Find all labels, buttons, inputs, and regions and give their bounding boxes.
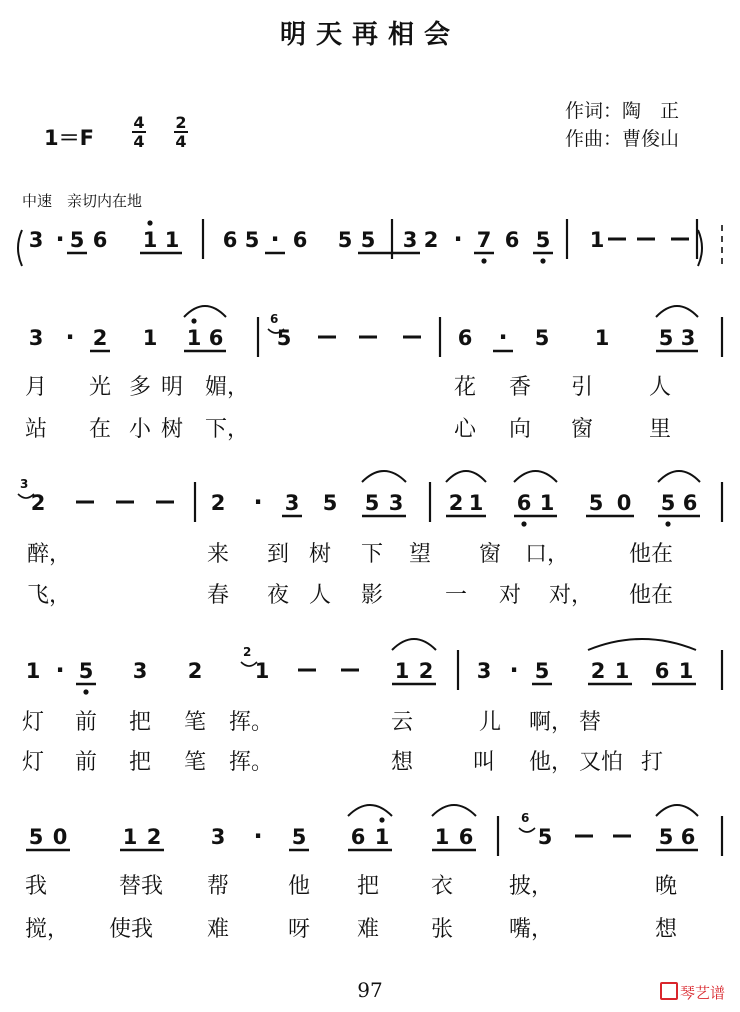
- lyric-verse-1: 替: [579, 710, 602, 735]
- note: 3: [402, 228, 418, 252]
- note: 6: [92, 228, 108, 252]
- lyric-verse-2: 里: [649, 417, 672, 442]
- note: 5: [588, 491, 604, 515]
- lyric-verse-2: 搅，: [25, 917, 70, 942]
- time-signature-denominator: 4: [133, 132, 145, 151]
- note: 6: [504, 228, 520, 252]
- dot-extension: ·: [498, 323, 508, 351]
- note: 0: [616, 491, 632, 515]
- note: 1: [25, 659, 41, 683]
- lyric-verse-1: 挥。: [229, 710, 274, 735]
- lyric-verse-2: 一: [445, 583, 468, 608]
- lyric-verse-1: 窗: [479, 542, 502, 567]
- slur-arc: [184, 306, 226, 317]
- dot-extension: ·: [509, 656, 519, 684]
- lyric-verse-2: 下，: [205, 417, 250, 442]
- lyric-verse-1: 帮: [207, 874, 230, 899]
- note: 6: [222, 228, 238, 252]
- note: 1: [164, 228, 180, 252]
- lyric-verse-2: 想: [391, 750, 414, 775]
- lyric-verse-1: 披，: [509, 874, 554, 899]
- lyric-verse-1: 下: [361, 542, 384, 567]
- logo-icon: [660, 982, 678, 1000]
- note: 5: [658, 825, 674, 849]
- note: 6: [516, 491, 532, 515]
- lyric-verse-1: 明: [161, 375, 184, 400]
- note: 1: [594, 326, 610, 350]
- note: 1: [539, 491, 555, 515]
- dot-extension: ·: [453, 225, 463, 253]
- song-title: 明天再相会: [279, 20, 460, 50]
- lyric-verse-1: 云: [391, 710, 414, 735]
- note: 3: [388, 491, 404, 515]
- note: 5: [534, 326, 550, 350]
- slur-arc: [514, 471, 557, 482]
- time-signature-denominator: 4: [175, 132, 187, 151]
- note: 5: [78, 659, 94, 683]
- note: 6: [682, 491, 698, 515]
- note: 5: [660, 491, 676, 515]
- lyric-verse-2: 他，: [529, 750, 574, 775]
- note: 1: [614, 659, 630, 683]
- note: 6: [350, 825, 366, 849]
- lyric-verse-2: 打: [641, 750, 664, 775]
- lyric-verse-2: 心: [454, 417, 477, 442]
- note: 1: [186, 326, 202, 350]
- lyric-verse-2: 张: [431, 917, 454, 942]
- lyric-verse-2: 叫: [473, 750, 496, 775]
- octave-dot-low: [540, 258, 545, 263]
- note: 5: [276, 326, 292, 350]
- note: 2: [423, 228, 439, 252]
- lyric-verse-2: 笔: [184, 750, 207, 775]
- grace-slur: [519, 828, 535, 832]
- lyric-verse-1: 人: [649, 375, 672, 400]
- lyric-verse-1: 光: [89, 375, 112, 400]
- note: 3: [28, 228, 44, 252]
- grace-note: 3: [20, 477, 29, 491]
- note: 1: [589, 228, 605, 252]
- note: 5: [535, 228, 551, 252]
- note: 2: [590, 659, 606, 683]
- lyric-verse-2: 挥。: [229, 750, 274, 775]
- slur-arc: [656, 805, 698, 816]
- lyric-verse-2: 影: [361, 583, 384, 608]
- lyric-verse-2: 前: [75, 750, 98, 775]
- slur-arc: [392, 639, 436, 650]
- slur-arc: [362, 471, 406, 482]
- lyric-verse-2: 嘴，: [509, 917, 554, 942]
- dot-extension: ·: [65, 323, 75, 351]
- lyric-verse-1: 把: [129, 710, 152, 735]
- key-signature: 1＝F: [44, 126, 94, 150]
- note: 3: [132, 659, 148, 683]
- lyric-verse-1: 到: [267, 542, 290, 567]
- note: 5: [364, 491, 380, 515]
- lyric-verse-1: 口，: [525, 542, 570, 567]
- slur-arc: [432, 805, 476, 816]
- grace-note: 6: [270, 312, 279, 326]
- lyric-verse-1: 醉，: [27, 542, 72, 567]
- lyric-verse-1: 我: [25, 874, 48, 899]
- dot-extension: ·: [55, 656, 65, 684]
- note: 5: [337, 228, 353, 252]
- lyric-verse-1: 望: [409, 542, 432, 567]
- dot-extension: ·: [55, 225, 65, 253]
- lyric-verse-2: 树: [161, 417, 184, 442]
- note: 1: [254, 659, 270, 683]
- note: 2: [418, 659, 434, 683]
- octave-dot-low: [665, 521, 670, 526]
- lyric-verse-2: 把: [129, 750, 152, 775]
- note: 2: [30, 491, 46, 515]
- lyric-verse-2: 呀: [288, 917, 311, 942]
- note: 6: [457, 326, 473, 350]
- note: 2: [146, 825, 162, 849]
- lyric-verse-2: 向: [509, 417, 532, 442]
- lyric-verse-1: 他: [288, 874, 311, 899]
- note: 2: [187, 659, 203, 683]
- lyric-verse-1: 引: [571, 375, 594, 400]
- lyric-verse-1: 月: [25, 375, 48, 400]
- note: 5: [658, 326, 674, 350]
- lyric-verse-1: 替我: [119, 874, 164, 899]
- note: 2: [210, 491, 226, 515]
- note: 1: [678, 659, 694, 683]
- lyric-verse-1: 多: [129, 375, 152, 400]
- lyric-verse-1: 香: [509, 375, 532, 400]
- time-signature-numerator: 2: [175, 113, 187, 132]
- note: 6: [680, 825, 696, 849]
- note: 5: [360, 228, 376, 252]
- lyric-verse-1: 啊，: [529, 710, 574, 735]
- octave-dot-high: [379, 817, 384, 822]
- note: 1: [122, 825, 138, 849]
- lyric-verse-1: 笔: [184, 710, 207, 735]
- note: 6: [292, 228, 308, 252]
- lyric-verse-1: 花: [454, 375, 477, 400]
- lyric-verse-2: 窗: [571, 417, 594, 442]
- note: 5: [244, 228, 260, 252]
- note: 3: [680, 326, 696, 350]
- note: 3: [476, 659, 492, 683]
- slur-arc: [446, 471, 486, 482]
- note: 2: [448, 491, 464, 515]
- lyric-verse-1: 把: [357, 874, 380, 899]
- lyric-verse-2: 春: [207, 583, 230, 608]
- note: 1: [142, 228, 158, 252]
- note: 5: [28, 825, 44, 849]
- lyric-verse-2: 难: [207, 917, 230, 942]
- lyric-verse-2: 站: [25, 417, 48, 442]
- lyric-verse-1: 衣: [431, 874, 454, 899]
- octave-dot-high: [147, 220, 152, 225]
- note: 3: [284, 491, 300, 515]
- slur-arc: [658, 471, 700, 482]
- note: 3: [28, 326, 44, 350]
- lyric-verse-2: 想: [655, 917, 678, 942]
- time-signature-numerator: 4: [133, 113, 145, 132]
- octave-dot-low: [83, 689, 88, 694]
- note: 6: [208, 326, 224, 350]
- lyric-verse-1: 树: [309, 542, 332, 567]
- slur-arc: [588, 639, 696, 650]
- octave-dot-low: [521, 521, 526, 526]
- note: 6: [654, 659, 670, 683]
- slur-arc: [656, 306, 698, 317]
- watermark-logo: [660, 982, 725, 1003]
- dot-extension: ·: [270, 225, 280, 253]
- lyric-verse-1: 来: [207, 542, 230, 567]
- lyricist-credit: 作词：陶 正: [565, 100, 680, 122]
- lyric-verse-2: 对，: [549, 583, 594, 608]
- note: 0: [52, 825, 68, 849]
- octave-dot-low: [481, 258, 486, 263]
- note: 5: [69, 228, 85, 252]
- lyric-verse-2: 难: [357, 917, 380, 942]
- lyric-verse-2: 人: [309, 583, 332, 608]
- lyric-verse-2: 他在: [629, 583, 674, 608]
- note: 5: [291, 825, 307, 849]
- lyric-verse-2: 使我: [109, 917, 154, 942]
- lyric-verse-2: 又怕: [579, 750, 624, 775]
- note: 1: [394, 659, 410, 683]
- note: 1: [468, 491, 484, 515]
- note: 6: [458, 825, 474, 849]
- tempo-marking: 中速 亲切内在地: [22, 192, 143, 210]
- lyric-verse-2: 小: [129, 417, 152, 442]
- page-number: 97: [357, 978, 383, 1002]
- note: 5: [322, 491, 338, 515]
- note: 1: [434, 825, 450, 849]
- note: 3: [210, 825, 226, 849]
- lyric-verse-2: 在: [89, 417, 112, 442]
- composer-credit: 作曲：曹俊山: [565, 128, 680, 150]
- note: 5: [537, 825, 553, 849]
- dot-extension: ·: [253, 822, 263, 850]
- lyric-verse-2: 夜: [267, 583, 290, 608]
- grace-note: 2: [243, 645, 252, 659]
- lyric-verse-1: 媚，: [205, 375, 250, 400]
- lyric-verse-1: 灯: [22, 710, 45, 735]
- octave-dot-high: [191, 318, 196, 323]
- note: 7: [476, 228, 492, 252]
- lyric-verse-2: 对: [499, 583, 522, 608]
- watermark-text: 琴艺谱: [680, 984, 726, 1002]
- lyric-verse-2: 飞，: [27, 583, 72, 608]
- note: 1: [374, 825, 390, 849]
- grace-note: 6: [521, 811, 530, 825]
- slur-arc: [348, 805, 392, 816]
- dot-extension: ·: [253, 488, 263, 516]
- note: 2: [92, 326, 108, 350]
- lyric-verse-1: 儿: [479, 710, 502, 735]
- note: 1: [142, 326, 158, 350]
- lyric-verse-2: 灯: [22, 750, 45, 775]
- lyric-verse-1: 他在: [629, 542, 674, 567]
- lyric-verse-1: 晚: [655, 874, 678, 899]
- note: 5: [534, 659, 550, 683]
- lyric-verse-1: 前: [75, 710, 98, 735]
